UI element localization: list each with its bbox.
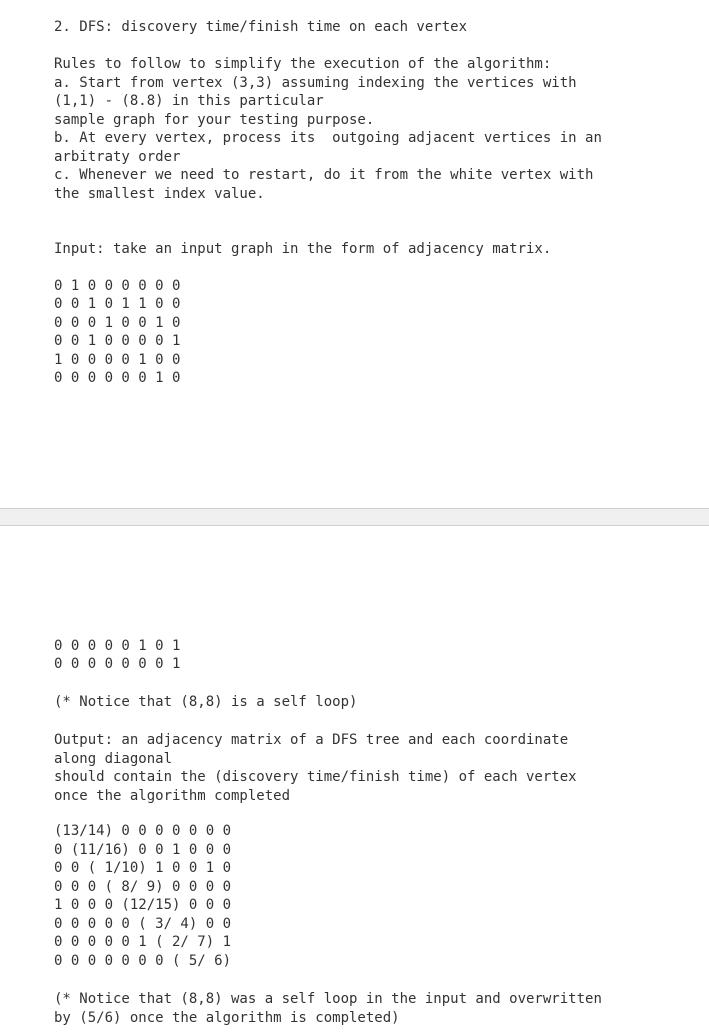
output-matrix-row: 0 (11/16) 0 0 1 0 0 0	[54, 842, 232, 858]
rules-line: arbitraty order	[54, 149, 181, 165]
document-page-top	[0, 0, 709, 508]
input-matrix-row: 0 0 0 0 0 0 0 1	[54, 656, 181, 672]
rules-line: the smallest index value.	[54, 186, 265, 202]
output-matrix-row: 0 0 0 0 0 ( 3/ 4) 0 0	[54, 916, 232, 932]
output-label-line: should contain the (discovery time/finish time) of each vertex	[54, 769, 577, 785]
output-matrix-row: 0 0 0 ( 8/ 9) 0 0 0 0	[54, 879, 232, 895]
output-label-line: Output: an adjacency matrix of a DFS tree and each coordinate	[54, 732, 569, 748]
input-matrix-row: 0 0 0 1 0 0 1 0	[54, 315, 181, 331]
input-matrix-row: 0 1 0 0 0 0 0 0	[54, 278, 181, 294]
final-note-line: (* Notice that (8,8) was a self loop in the input and overwritten	[54, 991, 602, 1007]
output-matrix-row: 1 0 0 0 (12/15) 0 0 0	[54, 897, 232, 913]
output-matrix-row: (13/14) 0 0 0 0 0 0 0	[54, 823, 232, 839]
output-matrix-row: 0 0 ( 1/10) 1 0 0 1 0	[54, 860, 232, 876]
output-label-line: once the algorithm completed	[54, 788, 291, 804]
input-matrix-row: 0 0 1 0 0 0 0 1	[54, 333, 181, 349]
input-matrix-row: 0 0 0 0 0 1 0 1	[54, 638, 181, 654]
rules-line: b. At every vertex, process its outgoing adjacent vertices in an	[54, 130, 602, 146]
rules-line: (1,1) - (8.8) in this particular	[54, 93, 324, 109]
self-loop-note: (* Notice that (8,8) is a self loop)	[54, 694, 358, 710]
output-matrix-row: 0 0 0 0 0 0 0 ( 5/ 6)	[54, 953, 232, 969]
output-label-line: along diagonal	[54, 751, 173, 767]
output-matrix-row: 0 0 0 0 0 1 ( 2/ 7) 1	[54, 934, 232, 950]
rules-line: Rules to follow to simplify the execution of the algorithm:	[54, 56, 552, 72]
rules-line: c. Whenever we need to restart, do it from the white vertex with	[54, 167, 594, 183]
heading: 2. DFS: discovery time/finish time on each vertex	[54, 19, 468, 35]
input-matrix-row: 0 0 0 0 0 0 1 0	[54, 370, 181, 386]
rules-line: sample graph for your testing purpose.	[54, 112, 375, 128]
rules-line: a. Start from vertex (3,3) assuming indexing the vertices with	[54, 75, 577, 91]
final-note-line: by (5/6) once the algorithm is completed)	[54, 1010, 400, 1026]
input-label: Input: take an input graph in the form of adjacency matrix.	[54, 241, 552, 257]
input-matrix-row: 0 0 1 0 1 1 0 0	[54, 296, 181, 312]
input-matrix-row: 1 0 0 0 0 1 0 0	[54, 352, 181, 368]
document-page-bottom	[0, 526, 709, 1033]
page-break-divider	[0, 508, 709, 526]
